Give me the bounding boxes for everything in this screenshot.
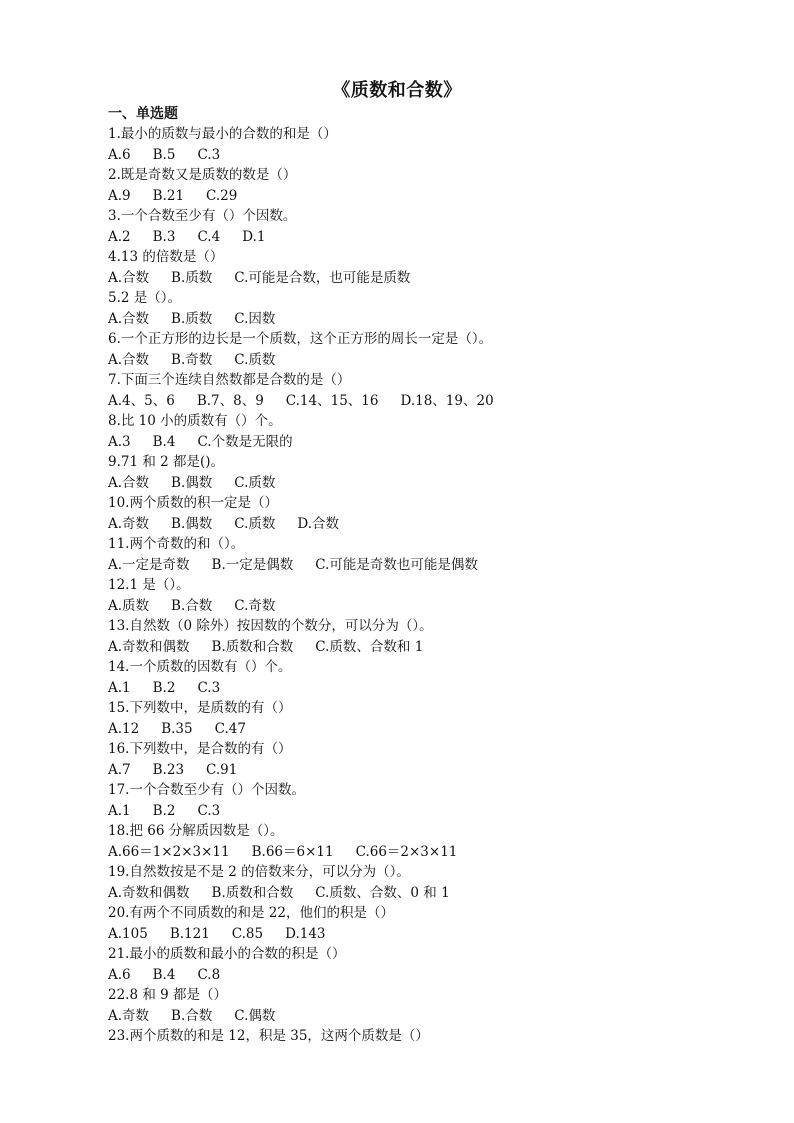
answer-option: C.因数	[234, 310, 276, 327]
answer-option: B.质数和合数	[211, 638, 294, 655]
answer-option: B.21	[152, 187, 185, 204]
answer-options	[108, 678, 728, 699]
answer-options	[108, 350, 728, 371]
question-text: 3.一个合数至少有（）个因数。	[108, 208, 297, 224]
answer-option: C.质数	[234, 515, 276, 532]
answer-option: A.奇数	[108, 515, 150, 532]
answer-options	[108, 268, 728, 289]
answer-option: C.3	[197, 802, 221, 819]
answer-option: A.66＝1×2×3×11	[108, 843, 230, 860]
answer-option: C.质数、合数、0 和 1	[315, 884, 450, 901]
answer-option: C.质数、合数和 1	[315, 638, 424, 655]
question-text: 8.比 10 小的质数有（）个。	[108, 413, 282, 429]
answer-option: B.2	[152, 802, 176, 819]
answer-option: A.奇数和偶数	[108, 884, 190, 901]
answer-option: B.66＝6×11	[251, 843, 334, 860]
answer-option: A.合数	[108, 310, 150, 327]
answer-option: C.质数	[234, 351, 276, 368]
question-text: 4.13 的倍数是（）	[108, 249, 224, 265]
answer-option: B.2	[152, 679, 176, 696]
question-text: 18.把 66 分解质因数是（）。	[108, 823, 284, 839]
answer-options	[108, 883, 728, 904]
answer-option: B.奇数	[171, 351, 213, 368]
answer-option: B.质数和合数	[211, 884, 294, 901]
section-heading: 一、单选题	[108, 106, 178, 122]
answer-option: C.3	[197, 146, 221, 163]
question-text: 2.既是奇数又是质数的数是（）	[108, 167, 297, 183]
question-text: 19.自然数按是不是 2 的倍数来分，可以分为（）。	[108, 864, 410, 880]
answer-options	[108, 555, 728, 576]
answer-option: B.质数	[171, 269, 213, 286]
answer-option: A.1	[108, 802, 131, 819]
answer-option: A.一定是奇数	[108, 556, 190, 573]
answer-option: C.奇数	[234, 597, 276, 614]
question-text: 12.1 是（）。	[108, 577, 190, 593]
answer-option: C.8	[197, 966, 221, 983]
answer-options	[108, 309, 728, 330]
answer-option: B.合数	[171, 597, 213, 614]
answer-option: C.偶数	[234, 1007, 276, 1024]
answer-options	[108, 637, 728, 658]
answer-option: C.91	[206, 761, 238, 778]
answer-option: B.质数	[171, 310, 213, 327]
answer-option: D.18、19、20	[400, 392, 494, 409]
answer-option: C.个数是无限的	[197, 433, 293, 450]
answer-option: B.3	[152, 228, 176, 245]
answer-option: D.143	[285, 925, 326, 942]
question-text: 15.下列数中，是质数的有（）	[108, 700, 292, 716]
answer-option: A.4、5、6	[108, 392, 175, 409]
answer-options	[108, 514, 728, 535]
question-text: 16.下列数中，是合数的有（）	[108, 741, 292, 757]
question-text: 21.最小的质数和最小的合数的积是（）	[108, 946, 346, 962]
answer-option: B.5	[152, 146, 176, 163]
answer-option: A.6	[108, 966, 131, 983]
answer-option: C.3	[197, 679, 221, 696]
question-text: 9.71 和 2 都是()。	[108, 454, 225, 470]
answer-options	[108, 596, 728, 617]
answer-option: C.47	[214, 720, 246, 737]
question-text: 13.自然数（0 除外）按因数的个数分，可以分为（）。	[108, 618, 433, 634]
question-text: 20.有两个不同质数的和是 22，他们的积是（）	[108, 905, 394, 921]
question-text: 17.一个合数至少有（）个因数。	[108, 782, 305, 798]
answer-option: B.偶数	[171, 515, 213, 532]
answer-option: A.1	[108, 679, 131, 696]
answer-option: B.偶数	[171, 474, 213, 491]
answer-option: D.1	[242, 228, 266, 245]
answer-option: A.合数	[108, 269, 150, 286]
answer-option: B.合数	[171, 1007, 213, 1024]
answer-options	[108, 1006, 728, 1027]
answer-option: C.可能是奇数也可能是偶数	[315, 556, 478, 573]
question-text: 11.两个奇数的和（）。	[108, 536, 245, 552]
answer-option: D.合数	[297, 515, 340, 532]
answer-options	[108, 145, 728, 166]
answer-options	[108, 842, 728, 863]
question-text: 5.2 是（）。	[108, 290, 182, 306]
question-text: 1.最小的质数与最小的合数的和是（）	[108, 126, 337, 142]
answer-option: A.6	[108, 146, 131, 163]
answer-options	[108, 227, 728, 248]
question-text: 6.一个正方形的边长是一个质数，这个正方形的周长一定是（）。	[108, 331, 493, 347]
answer-options	[108, 473, 728, 494]
question-text: 22.8 和 9 都是（）	[108, 987, 228, 1003]
answer-options	[108, 924, 728, 945]
answer-options	[108, 965, 728, 986]
answer-option: A.2	[108, 228, 131, 245]
answer-options	[108, 432, 728, 453]
question-text: 14.一个质数的因数有（）个。	[108, 659, 292, 675]
answer-option: B.121	[169, 925, 210, 942]
question-text: 23.两个质数的和是 12，积是 35，这两个质数是（）	[108, 1028, 429, 1044]
answer-option: C.85	[231, 925, 264, 942]
answer-options	[108, 760, 728, 781]
answer-option: A.合数	[108, 351, 150, 368]
answer-option: C.66＝2×3×11	[355, 843, 458, 860]
answer-option: B.35	[161, 720, 193, 737]
answer-option: A.9	[108, 187, 131, 204]
answer-option: C.可能是合数，也可能是质数	[234, 269, 411, 286]
answer-option: B.一定是偶数	[211, 556, 294, 573]
answer-option: B.23	[152, 761, 185, 778]
answer-option: C.29	[206, 187, 238, 204]
answer-option: B.4	[152, 966, 176, 983]
question-text: 10.两个质数的积一定是（）	[108, 495, 278, 511]
answer-option: C.4	[197, 228, 221, 245]
answer-options	[108, 391, 728, 412]
question-list	[108, 104, 728, 1047]
answer-option: A.3	[108, 433, 131, 450]
answer-option: B.4	[152, 433, 176, 450]
page-title: 《质数和合数》	[332, 80, 462, 101]
answer-option: A.105	[108, 925, 148, 942]
answer-option: A.质数	[108, 597, 150, 614]
answer-option: A.奇数	[108, 1007, 150, 1024]
answer-option: C.质数	[234, 474, 276, 491]
answer-options	[108, 186, 728, 207]
answer-option: B.7、8、9	[196, 392, 264, 409]
answer-option: A.奇数和偶数	[108, 638, 190, 655]
answer-option: A.12	[108, 720, 140, 737]
answer-options	[108, 719, 728, 740]
answer-option: A.7	[108, 761, 131, 778]
answer-option: C.14、15、16	[285, 392, 379, 409]
answer-option: A.合数	[108, 474, 150, 491]
question-text: 7.下面三个连续自然数都是合数的是（）	[108, 372, 351, 388]
answer-options	[108, 801, 728, 822]
